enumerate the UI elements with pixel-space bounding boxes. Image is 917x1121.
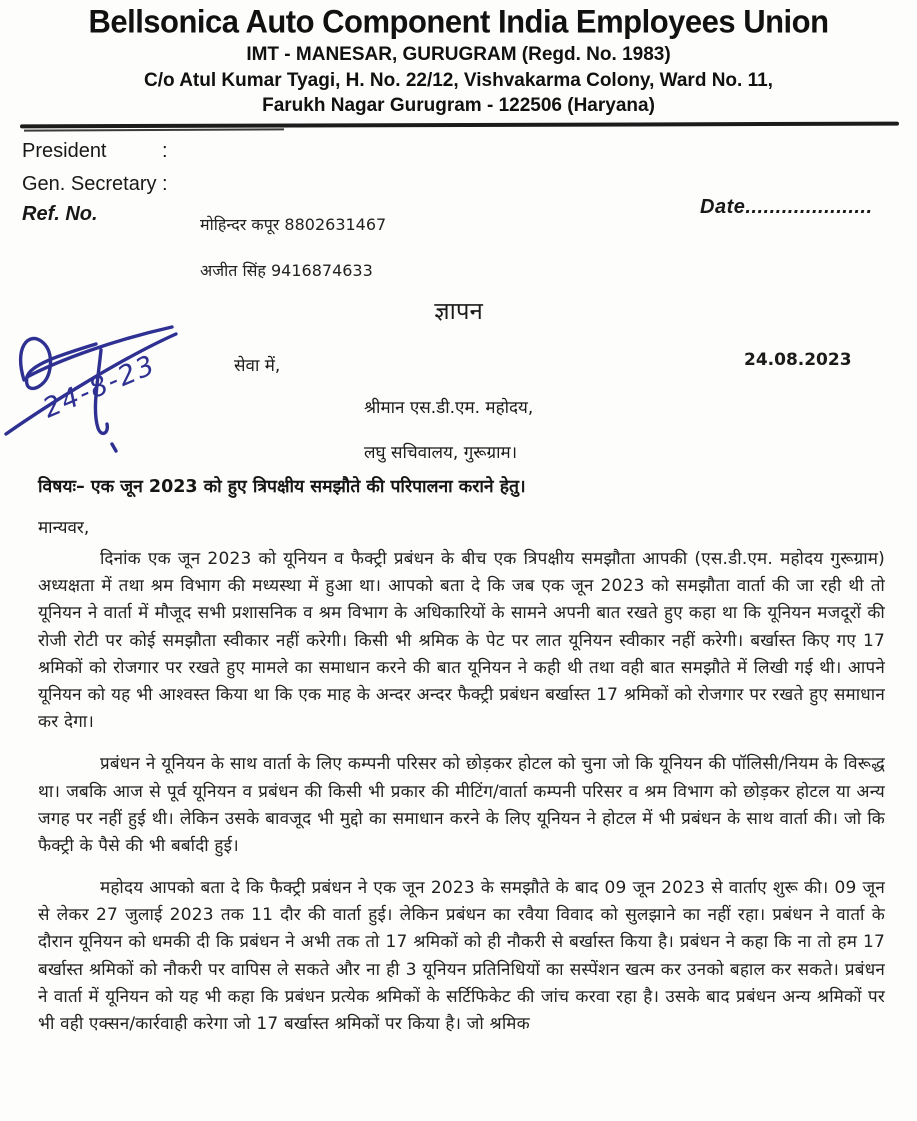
subject-line: विषयः– एक जून 2023 को हुए त्रिपक्षीय समझौते की परिपालना कराने हेतु।: [38, 477, 526, 497]
letterhead-divider-rule-thin: [24, 128, 284, 131]
date-dotted-label: Date.....................: [700, 196, 873, 218]
gen-secretary-label: Gen. Secretary: [22, 173, 157, 195]
signature-tick: [112, 444, 116, 451]
salutation: मान्यवर,: [38, 518, 90, 538]
memo-title: ज्ञापन: [434, 297, 483, 325]
letterhead-divider-rule: [20, 122, 899, 129]
secretary-name-phone: अजीत सिंह 9416874633: [200, 261, 373, 280]
president-row: [22, 140, 168, 163]
gen-secretary-colon: :: [162, 173, 168, 195]
to-label: सेवा में,: [234, 356, 281, 376]
body-paragraph-1: दिनांक एक जून 2023 को यूनियन व फैक्ट्री प्रबंधन के बीच एक त्रिपक्षीय समझौता आपकी (एस.डी.एम. महोदय गुरूग्राम) अध्यक्षता में तथा श्रम विभाग की मध्यस्था में हुआ था। आपको बता दे कि जब एक जून 2023 को समझौता वार्ता की जा रही थी तो यूनियन ने वार्ता में मौजूद सभी प्रशासनिक व श्रम विभाग के अधिकारियों के सामने अपनी बात रखते हुए कहा था कि यूनियन मजदूरों की रोजी रोटी पर कोई समझौता स्वीकार नहीं करेगी। किसी भी श्रमिक के पेट पर लात यूनियन स्वीकार नहीं करेगी। बर्खास्त किए गए 17 श्रमिकों को रोजगार पर रखते हुए मामले का समाधान करने की बात यूनियन ने कही थी तथा वही बात समझौते में लिखी गई थी। आपने यूनियन को यह भी आश्वस्त किया था कि एक माह के अन्दर अन्दर फैक्ट्री प्रबंधन बर्खास्त 17 श्रमिकों को रोजगार पर रखते हुए समाधान कर देगा।: [38, 549, 885, 733]
body-paragraph-3: महोदय आपको बता दे कि फैक्ट्री प्रबंधन ने एक जून 2023 के समझौते के बाद 09 जून 2023 से वार्ताए शुरू की। 09 जून से लेकर 27 जुलाई 2023 तक 11 दौर की वार्ता हुई। लेकिन प्रबंधन का रवैया विवाद को सुलझाने का नहीं रहा। प्रबंधन ने वार्ता के दौरान यूनियन को धमकी दी कि प्रबंधन ने अभी तक तो 17 श्रमिकों को ही नौकरी से बर्खास्त किया है। प्रबंधन ने कहा कि ना तो हम 17 बर्खास्त श्रमिकों को नौकरी पर वापिस ले सकते और ना ही 3 यूनियन प्रतिनिधियों का सस्पेंशन खत्म कर उनको बहाल कर सकते। प्रबंधन ने वार्ता में यूनियन को यह भी कहा कि प्रबंधन प्रत्येक श्रमिकों के सर्टिफिकेट की जांच करवा रहा है। उसके बाद प्रबंधन अन्य श्रमिकों पर भी वही एक्सन/कार्रवाही करेगा जो 17 बर्खास्त श्रमिकों पर किया है। जो श्रमिक: [38, 878, 885, 1034]
letterhead-location-line: IMT - MANESAR, GURUGRAM (Regd. No. 1983): [246, 44, 671, 65]
gen-secretary-row: [22, 173, 168, 196]
president-label: President: [22, 140, 107, 162]
president-name-phone: मोहिन्दर कपूर 8802631467: [200, 215, 387, 234]
recipient-line2: लघु सचिवालय, गुरूग्राम।: [364, 443, 518, 463]
letter-date: 24.08.2023: [744, 350, 852, 370]
recipient-line1: श्रीमान एस.डी.एम. महोदय,: [364, 398, 534, 418]
union-name-heading: Bellsonica Auto Component India Employees Union: [88, 3, 829, 40]
handwritten-date: 24-8-23: [38, 349, 161, 425]
ref-no-label: Ref. No.: [22, 203, 98, 225]
president-colon: :: [162, 140, 168, 162]
body-paragraph-2: प्रबंधन ने यूनियन के साथ वार्ता के लिए कम्पनी परिसर को छोड़कर होटल को चुना जो कि यूनियन की पॉलिसी/नियम के विरूद्ध था। जबकि आज से पूर्व यूनियन व प्रबंधन की किसी भी प्रकार की मीटिंग/वार्ता कम्पनी परिसर व श्रम विभाग को छोड़कर होटल या अन्य जगह पर नहीं हुई थी। लेकिन उसके बावजूद भी मुद्दो का समाधान करने के लिए यूनियन ने होटल में भी प्रबंधन के साथ वार्ता की। जो कि फैक्ट्री के पैसे की भी बर्बादी हुई।: [38, 754, 885, 856]
handwritten-signature: [4, 314, 244, 454]
letterhead-address-line2: Farukh Nagar Gurugram - 122506 (Haryana): [262, 95, 655, 116]
letter-body: [38, 546, 885, 1053]
letterhead-address-line1: C/o Atul Kumar Tyagi, H. No. 22/12, Vishvakarma Colony, Ward No. 11,: [144, 70, 773, 91]
